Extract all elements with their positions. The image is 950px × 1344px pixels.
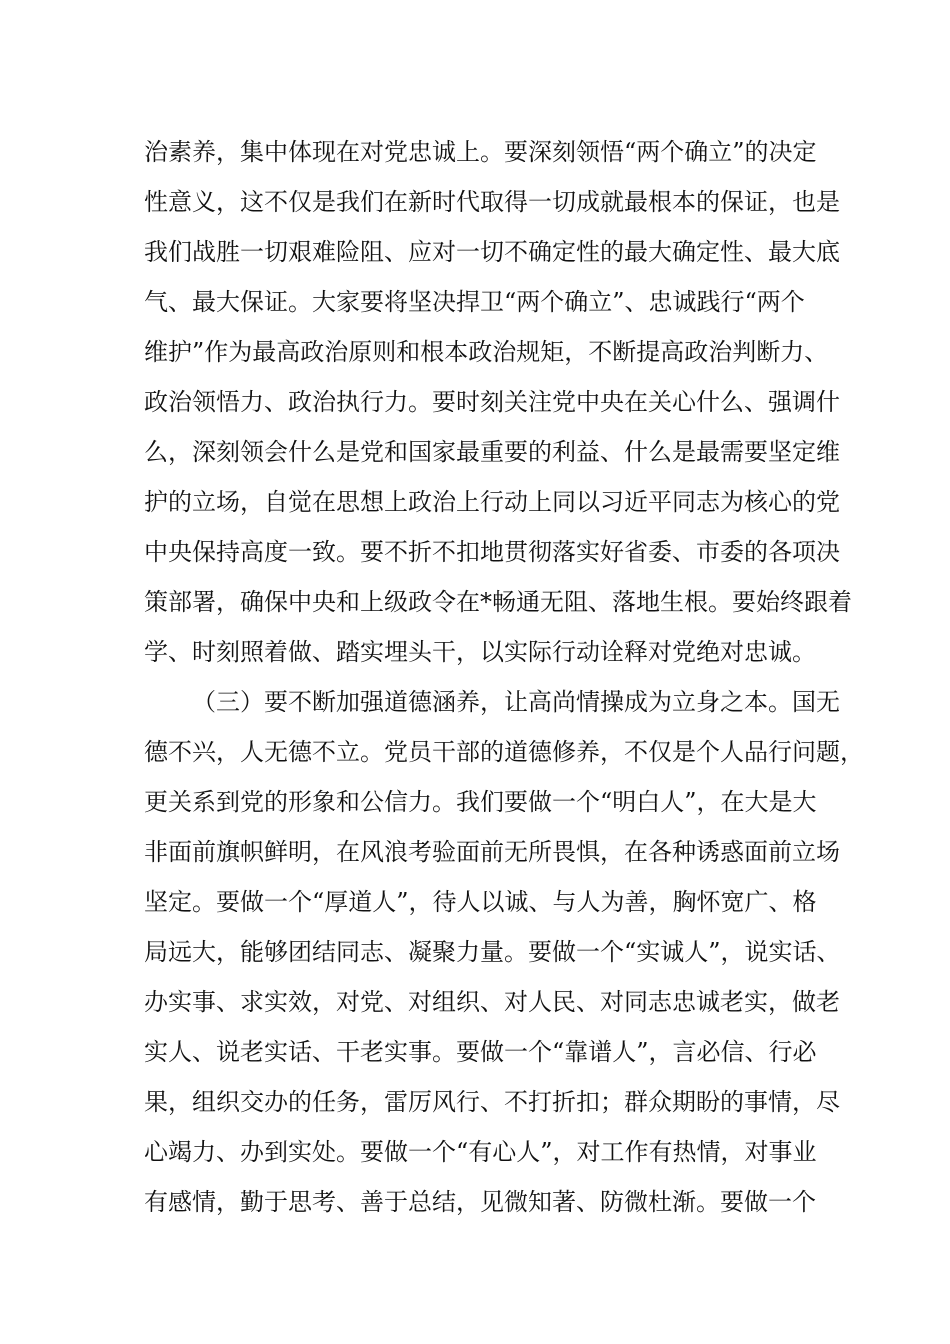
text-line: 么，深刻领会什么是党和国家最重要的利益、什么是最需要坚定维: [144, 438, 840, 466]
text-line: 维护”作为最高政治原则和根本政治规矩，不断提高政治判断力、: [144, 338, 829, 366]
text-line: 中央保持高度一致。要不折不扣地贯彻落实好省委、市委的各项决: [144, 538, 840, 566]
text-line: 性意义，这不仅是我们在新时代取得一切成就最根本的保证，也是: [144, 188, 840, 216]
text-line: 非面前旗帜鲜明，在风浪考验面前无所畏惧，在各种诱惑面前立场: [144, 838, 840, 866]
text-line: 办实事、求实效，对党、对组织、对人民、对同志忠诚老实，做老: [144, 988, 840, 1016]
text-line: 德不兴，人无德不立。党员干部的道德修养，不仅是个人品行问题，: [144, 738, 864, 766]
text-line: 坚定。要做一个“厚道人”，待人以诚、与人为善，胸怀宽广、格: [144, 888, 817, 916]
text-line: 果，组织交办的任务，雷厉风行、不打折扣；群众期盼的事情，尽: [144, 1088, 840, 1116]
text-line: 有感情，勤于思考、善于总结，见微知著、防微杜渐。要做一个: [144, 1188, 816, 1216]
text-line: 更关系到党的形象和公信力。我们要做一个“明白人”，在大是大: [144, 788, 817, 816]
text-line: 心竭力、办到实处。要做一个“有心人”，对工作有热情，对事业: [144, 1138, 817, 1166]
text-line: 我们战胜一切艰难险阻、应对一切不确定性的最大确定性、最大底: [144, 238, 840, 266]
text-line: 局远大，能够团结同志、凝聚力量。要做一个“实诚人”，说实话、: [144, 938, 841, 966]
text-line: 治素养，集中体现在对党忠诚上。要深刻领悟“两个确立”的决定: [144, 138, 817, 166]
text-line: 护的立场，自觉在思想上政治上行动上同以习近平同志为核心的党: [144, 488, 840, 516]
text-line: 策部署，确保中央和上级政令在*畅通无阻、落地生根。要始终跟着: [144, 588, 852, 616]
text-line: 实人、说老实话、干老实事。要做一个“靠谱人”，言必信、行必: [144, 1038, 817, 1066]
text-line: 学、时刻照着做、踏实埋头干，以实际行动诠释对党绝对忠诚。: [144, 638, 816, 666]
text-line: 政治领悟力、政治执行力。要时刻关注党中央在关心什么、强调什: [144, 388, 840, 416]
section-heading-line: （三）要不断加强道德涵养，让高尚情操成为立身之本。国无: [192, 688, 840, 716]
text-line: 气、最大保证。大家要将坚决捍卫“两个确立”、忠诚践行“两个: [144, 288, 805, 316]
